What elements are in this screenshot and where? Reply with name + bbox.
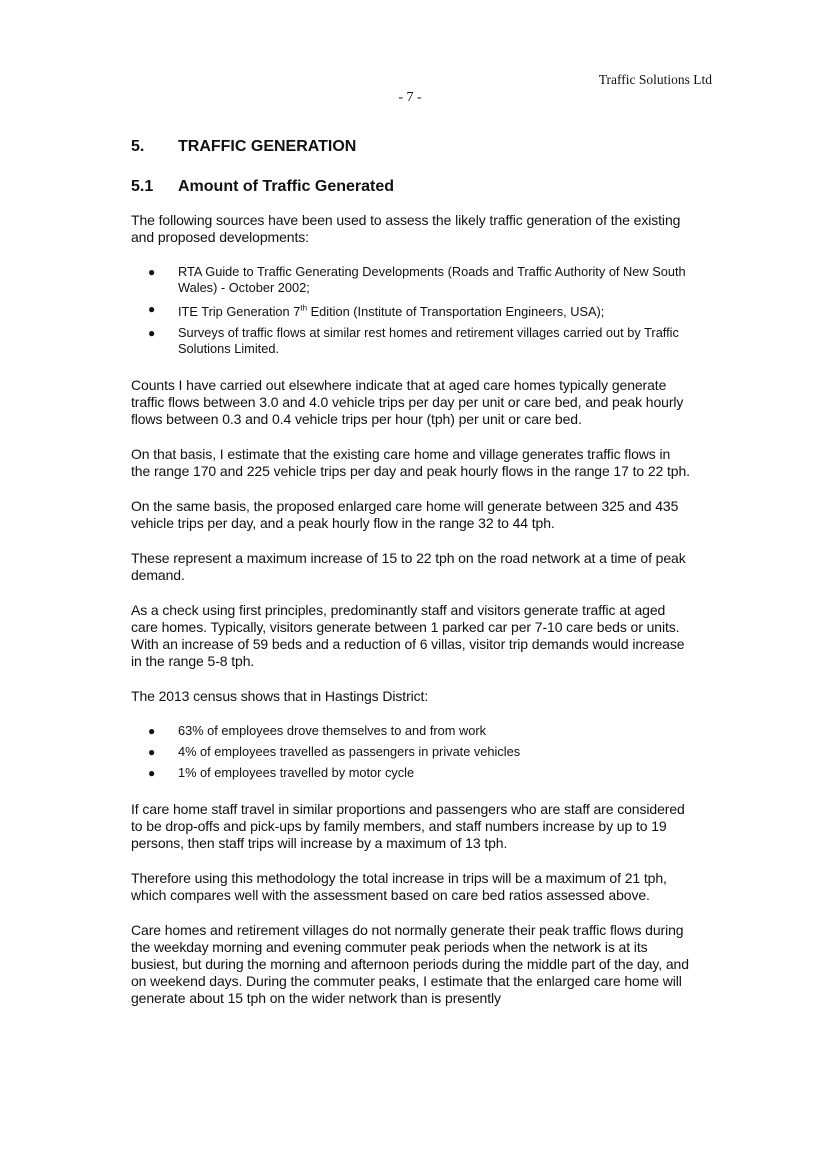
paragraph: On that basis, I estimate that the existing care home and village generates traffic flows in the range 170 and 225 vehicle trips per day and peak hourly flows in the range 17 to 22 tph. [131, 446, 690, 480]
bullet-icon: ● [148, 724, 156, 739]
bullet-icon: ● [148, 302, 156, 316]
list-item: ● 4% of employees travelled as passengers in private vehicles [148, 744, 521, 760]
subsection-number: 5.1 [131, 178, 154, 195]
company-name: Traffic Solutions Ltd [598, 72, 712, 87]
bullet-icon: ● [148, 745, 156, 760]
sources-list [131, 264, 691, 357]
paragraph: The 2013 census shows that in Hastings District: [131, 688, 429, 705]
paragraph: On the same basis, the proposed enlarged care home will generate between 325 and 435 vehicle trips per day, and a peak hourly flow in the range 32 to 44 tph. [131, 498, 679, 532]
paragraph: As a check using first principles, predominantly staff and visitors generate traffic at aged care homes. Typically, visitors generate between 1 parked car per 7-10 care beds or units. With an increase of 59 beds and a reduction of 6 villas, visitor trip demands would increase in the range 5-8 tph. [131, 602, 685, 670]
subsection-title: Amount of Traffic Generated [178, 178, 395, 195]
paragraph: Therefore using this methodology the total increase in trips will be a maximum of 21 tph, which compares well with the assessment based on care bed ratios assessed above. [131, 870, 667, 904]
section-number: 5. [131, 138, 145, 155]
bullet-icon: ● [148, 265, 156, 279]
section-heading [131, 138, 691, 156]
list-item: ● 63% of employees drove themselves to and from work [148, 723, 486, 739]
paragraph: If care home staff travel in similar proportions and passengers who are staff are considered to be drop-offs and pick-ups by family members, and staff numbers increase by up to 19 persons, then staff trips will increase by a maximum of 13 tph. [131, 801, 685, 852]
intro-paragraph: The following sources have been used to assess the likely traffic generation of the existing and proposed developments: [131, 212, 681, 245]
paragraph: Counts I have carried out elsewhere indicate that at aged care homes typically generate traffic flows between 3.0 and 4.0 vehicle trips per day per unit or care bed, and peak hourly flows between 0.3 and 0.4 vehicle trips per hour (tph) per unit or care bed. [131, 377, 684, 428]
bullet-icon: ● [148, 766, 156, 781]
section-title: TRAFFIC GENERATION [178, 138, 357, 155]
subsection-heading [131, 178, 691, 196]
paragraph: Care homes and retirement villages do not normally generate their peak traffic flows during the weekday morning and evening commuter peak periods when the network is at its busiest, but during the morning and afternoon periods during the middle part of the day, and on weekend days. During the commuter peaks, I estimate that the enlarged care home will generate about 15 tph on the wider network than is presently [131, 922, 689, 1007]
document-body [131, 138, 691, 1025]
page-number: - 7 - [398, 90, 422, 105]
list-item: ● Surveys of traffic flows at similar rest homes and retirement villages carried out by Traffic Solutions Limited. [148, 325, 679, 357]
list-item: ● RTA Guide to Traffic Generating Developments (Roads and Traffic Authority of New South Wales) - October 2002; [148, 264, 686, 295]
list-item: ● 1% of employees travelled by motor cycle [148, 765, 415, 781]
bullet-icon: ● [148, 326, 156, 341]
list-item: ● ITE Trip Generation 7th Edition (Institute of Transportation Engineers, USA); [148, 302, 605, 320]
paragraph: These represent a maximum increase of 15 to 22 tph on the road network at a time of peak demand. [131, 550, 686, 584]
census-list [131, 723, 691, 781]
